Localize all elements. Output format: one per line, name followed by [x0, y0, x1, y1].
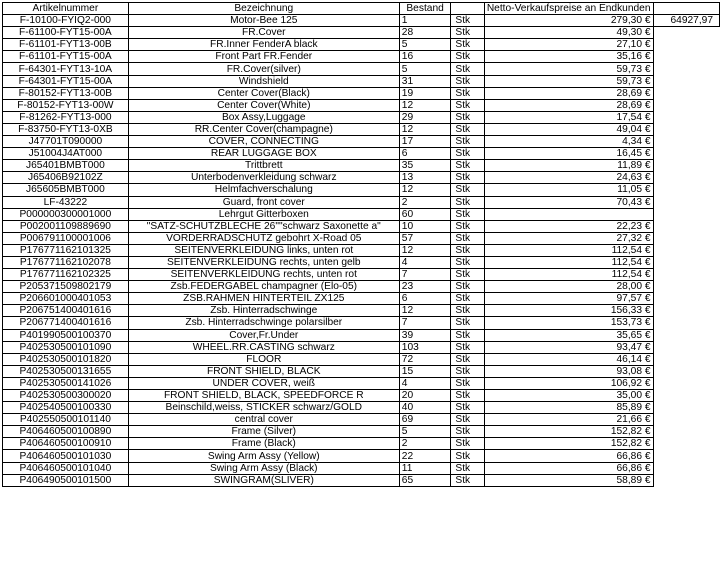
cell-article-number[interactable]: F-80152-FYT13-00B	[3, 87, 129, 99]
table-row	[3, 390, 720, 402]
cell-description[interactable]: Motor-Bee 125	[128, 15, 399, 27]
cell-price[interactable]: 93,08 €	[484, 365, 653, 377]
cell-unit[interactable]: Stk	[451, 365, 484, 377]
cell-article-number[interactable]: J65406B92102Z	[3, 172, 129, 184]
cell-unit[interactable]: Stk	[451, 390, 484, 402]
cell-quantity[interactable]: 12	[399, 99, 451, 111]
cell-extra[interactable]	[653, 256, 720, 268]
table-row	[3, 474, 720, 486]
cell-article-number[interactable]: P006791100001006	[3, 232, 129, 244]
cell-unit[interactable]: Stk	[451, 148, 484, 160]
cell-unit[interactable]: Stk	[451, 305, 484, 317]
cell-extra[interactable]	[653, 51, 720, 63]
cell-unit[interactable]: Stk	[451, 111, 484, 123]
table-row	[3, 220, 720, 232]
cell-price[interactable]: 27,10 €	[484, 39, 653, 51]
cell-extra[interactable]	[653, 27, 720, 39]
table-row	[3, 87, 720, 99]
cell-extra[interactable]	[653, 160, 720, 172]
cell-description[interactable]: ZSB.RAHMEN HINTERTEIL ZX125	[128, 293, 399, 305]
cell-price[interactable]: 21,66 €	[484, 414, 653, 426]
cell-extra[interactable]	[653, 111, 720, 123]
cell-description[interactable]: FR.Cover	[128, 27, 399, 39]
cell-unit[interactable]: Stk	[451, 63, 484, 75]
cell-unit[interactable]: Stk	[451, 51, 484, 63]
cell-description[interactable]: Frame (Silver)	[128, 426, 399, 438]
cell-description[interactable]: SEITENVERKLEIDUNG rechts, unten rot	[128, 269, 399, 281]
cell-price[interactable]: 24,63 €	[484, 172, 653, 184]
cell-unit[interactable]: Stk	[451, 426, 484, 438]
cell-price[interactable]: 58,89 €	[484, 474, 653, 486]
cell-extra[interactable]	[653, 269, 720, 281]
cell-quantity[interactable]: 12	[399, 244, 451, 256]
cell-unit[interactable]: Stk	[451, 27, 484, 39]
cell-price[interactable]: 35,00 €	[484, 390, 653, 402]
cell-price[interactable]: 279,30 €	[484, 15, 653, 27]
cell-description[interactable]: Cover,Fr.Under	[128, 329, 399, 341]
cell-article-number[interactable]: P402530500131655	[3, 365, 129, 377]
cell-description[interactable]: "SATZ-SCHUTZBLECHE 26""schwarz Saxonette a"	[128, 220, 399, 232]
cell-quantity[interactable]: 103	[399, 341, 451, 353]
cell-price[interactable]: 35,65 €	[484, 329, 653, 341]
cell-unit[interactable]: Stk	[451, 317, 484, 329]
cell-price[interactable]: 106,92 €	[484, 377, 653, 389]
cell-unit[interactable]: Stk	[451, 184, 484, 196]
cell-article-number[interactable]: F-64301-FYT13-10A	[3, 63, 129, 75]
cell-unit[interactable]: Stk	[451, 269, 484, 281]
cell-quantity[interactable]: 29	[399, 111, 451, 123]
cell-article-number[interactable]: P206771400401616	[3, 317, 129, 329]
cell-extra[interactable]	[653, 87, 720, 99]
cell-unit[interactable]: Stk	[451, 123, 484, 135]
cell-description[interactable]: Zsb. Hinterradschwinge	[128, 305, 399, 317]
cell-article-number[interactable]: P406460500100890	[3, 426, 129, 438]
cell-description[interactable]: FRONT SHIELD, BLACK	[128, 365, 399, 377]
cell-extra[interactable]	[653, 317, 720, 329]
table-row	[3, 269, 720, 281]
cell-price[interactable]: 112,54 €	[484, 256, 653, 268]
table-row	[3, 39, 720, 51]
table-row	[3, 341, 720, 353]
cell-extra[interactable]	[653, 293, 720, 305]
cell-unit[interactable]: Stk	[451, 39, 484, 51]
cell-price[interactable]: 59,73 €	[484, 75, 653, 87]
cell-price[interactable]	[484, 208, 653, 220]
cell-unit[interactable]: Stk	[451, 474, 484, 486]
cell-quantity[interactable]: 39	[399, 329, 451, 341]
cell-price[interactable]: 97,57 €	[484, 293, 653, 305]
cell-unit[interactable]: Stk	[451, 75, 484, 87]
cell-quantity[interactable]: 6	[399, 293, 451, 305]
cell-unit[interactable]: Stk	[451, 208, 484, 220]
cell-description[interactable]: REAR LUGGAGE BOX	[128, 148, 399, 160]
cell-price[interactable]: 27,32 €	[484, 232, 653, 244]
table-row	[3, 305, 720, 317]
header-code[interactable]: Artikelnummer	[3, 3, 129, 15]
inventory-table	[2, 2, 720, 487]
cell-description[interactable]: Front Part FR.Fender	[128, 51, 399, 63]
cell-unit[interactable]: Stk	[451, 341, 484, 353]
cell-quantity[interactable]: 5	[399, 63, 451, 75]
cell-article-number[interactable]: P205371509802179	[3, 281, 129, 293]
cell-unit[interactable]: Stk	[451, 244, 484, 256]
cell-price[interactable]: 152,82 €	[484, 438, 653, 450]
cell-price[interactable]: 112,54 €	[484, 269, 653, 281]
table-row	[3, 426, 720, 438]
header-description[interactable]: Bezeichnung	[128, 3, 399, 15]
table-row	[3, 184, 720, 196]
cell-unit[interactable]: Stk	[451, 462, 484, 474]
table-row	[3, 365, 720, 377]
cell-description[interactable]: FR.Inner FenderA black	[128, 39, 399, 51]
cell-extra[interactable]	[653, 414, 720, 426]
cell-unit[interactable]: Stk	[451, 172, 484, 184]
cell-quantity[interactable]: 4	[399, 256, 451, 268]
cell-quantity[interactable]: 69	[399, 414, 451, 426]
cell-extra[interactable]	[653, 39, 720, 51]
cell-article-number[interactable]: P000000300001000	[3, 208, 129, 220]
cell-quantity[interactable]: 7	[399, 317, 451, 329]
table-row	[3, 196, 720, 208]
cell-price[interactable]: 22,23 €	[484, 220, 653, 232]
cell-price[interactable]: 70,43 €	[484, 196, 653, 208]
cell-extra[interactable]	[653, 390, 720, 402]
table-row	[3, 462, 720, 474]
cell-extra[interactable]	[653, 281, 720, 293]
cell-unit[interactable]: Stk	[451, 15, 484, 27]
cell-article-number[interactable]: F-61101-FYT15-00A	[3, 51, 129, 63]
table-row	[3, 293, 720, 305]
cell-quantity[interactable]: 7	[399, 269, 451, 281]
cell-extra[interactable]	[653, 438, 720, 450]
cell-extra[interactable]	[653, 244, 720, 256]
table-row	[3, 232, 720, 244]
cell-quantity[interactable]: 57	[399, 232, 451, 244]
cell-article-number[interactable]: P401990500100370	[3, 329, 129, 341]
cell-description[interactable]: Zsb. Hinterradschwinge polarsilber	[128, 317, 399, 329]
cell-description[interactable]: Swing Arm Assy (Yellow)	[128, 450, 399, 462]
cell-unit[interactable]: Stk	[451, 281, 484, 293]
cell-extra[interactable]	[653, 377, 720, 389]
cell-unit[interactable]: Stk	[451, 329, 484, 341]
table-row	[3, 99, 720, 111]
cell-quantity[interactable]: 35	[399, 160, 451, 172]
table-row	[3, 111, 720, 123]
table-row	[3, 51, 720, 63]
cell-extra[interactable]	[653, 184, 720, 196]
cell-unit[interactable]: Stk	[451, 256, 484, 268]
cell-unit[interactable]: Stk	[451, 136, 484, 148]
cell-quantity[interactable]: 17	[399, 136, 451, 148]
cell-article-number[interactable]: P406460500101040	[3, 462, 129, 474]
cell-description[interactable]: Center Cover(White)	[128, 99, 399, 111]
cell-price[interactable]: 49,30 €	[484, 27, 653, 39]
cell-article-number[interactable]: J65401BMBT000	[3, 160, 129, 172]
cell-article-number[interactable]: P002001109889690	[3, 220, 129, 232]
cell-extra[interactable]	[653, 136, 720, 148]
cell-unit[interactable]: Stk	[451, 232, 484, 244]
table-row	[3, 27, 720, 39]
cell-article-number[interactable]: J65605BMBT000	[3, 184, 129, 196]
cell-extra[interactable]	[653, 123, 720, 135]
cell-quantity[interactable]: 15	[399, 365, 451, 377]
table-row	[3, 317, 720, 329]
cell-price[interactable]: 11,89 €	[484, 160, 653, 172]
cell-quantity[interactable]: 4	[399, 377, 451, 389]
cell-description[interactable]: Zsb.FEDERGABEL champagner (Elo-05)	[128, 281, 399, 293]
cell-quantity[interactable]: 60	[399, 208, 451, 220]
cell-price[interactable]: 66,86 €	[484, 462, 653, 474]
cell-unit[interactable]: Stk	[451, 353, 484, 365]
cell-quantity[interactable]: 6	[399, 148, 451, 160]
cell-extra[interactable]	[653, 196, 720, 208]
cell-description[interactable]: VORDERRADSCHUTZ gebohrt X-Road 05	[128, 232, 399, 244]
cell-article-number[interactable]: P406460500100910	[3, 438, 129, 450]
cell-article-number[interactable]: P402530500300020	[3, 390, 129, 402]
cell-article-number[interactable]: P176771162102078	[3, 256, 129, 268]
cell-extra[interactable]	[653, 474, 720, 486]
cell-price[interactable]: 49,04 €	[484, 123, 653, 135]
table-row	[3, 450, 720, 462]
cell-article-number[interactable]: P402540500100330	[3, 402, 129, 414]
cell-article-number[interactable]: P402550500101140	[3, 414, 129, 426]
cell-price[interactable]: 153,73 €	[484, 317, 653, 329]
cell-quantity[interactable]: 28	[399, 27, 451, 39]
cell-price[interactable]: 152,82 €	[484, 426, 653, 438]
cell-unit[interactable]: Stk	[451, 220, 484, 232]
cell-description[interactable]: Guard, front cover	[128, 196, 399, 208]
header-row	[3, 3, 720, 15]
cell-description[interactable]: SEITENVERKLEIDUNG links, unten rot	[128, 244, 399, 256]
cell-unit[interactable]: Stk	[451, 87, 484, 99]
table-row	[3, 353, 720, 365]
cell-article-number[interactable]: J51004J4AT000	[3, 148, 129, 160]
cell-extra[interactable]	[653, 148, 720, 160]
cell-price[interactable]: 4,34 €	[484, 136, 653, 148]
cell-description[interactable]: Box Assy,Luggage	[128, 111, 399, 123]
cell-extra[interactable]	[653, 426, 720, 438]
cell-quantity[interactable]: 11	[399, 462, 451, 474]
table-row	[3, 281, 720, 293]
cell-description[interactable]: central cover	[128, 414, 399, 426]
cell-extra[interactable]	[653, 450, 720, 462]
cell-extra[interactable]	[653, 341, 720, 353]
cell-unit[interactable]: Stk	[451, 438, 484, 450]
cell-unit[interactable]: Stk	[451, 414, 484, 426]
header-extra[interactable]	[653, 3, 720, 15]
cell-article-number[interactable]: F-61101-FYT13-00B	[3, 39, 129, 51]
cell-article-number[interactable]: P402530500141026	[3, 377, 129, 389]
cell-quantity[interactable]: 1	[399, 15, 451, 27]
cell-quantity[interactable]: 5	[399, 426, 451, 438]
cell-price[interactable]: 93,47 €	[484, 341, 653, 353]
cell-article-number[interactable]: F-83750-FYT13-0XB	[3, 123, 129, 135]
cell-quantity[interactable]: 23	[399, 281, 451, 293]
cell-description[interactable]: Lehrgut Gitterboxen	[128, 208, 399, 220]
cell-description[interactable]: Center Cover(Black)	[128, 87, 399, 99]
cell-article-number[interactable]: J47701T090000	[3, 136, 129, 148]
cell-article-number[interactable]: F-10100-FYIQ2-000	[3, 15, 129, 27]
cell-price[interactable]: 85,89 €	[484, 402, 653, 414]
cell-extra[interactable]	[653, 220, 720, 232]
table-row	[3, 160, 720, 172]
table-row	[3, 208, 720, 220]
cell-description[interactable]: Beinschild,weiss, STICKER schwarz/GOLD	[128, 402, 399, 414]
cell-extra[interactable]	[653, 208, 720, 220]
cell-price[interactable]: 66,86 €	[484, 450, 653, 462]
cell-quantity[interactable]: 12	[399, 123, 451, 135]
cell-price[interactable]: 11,05 €	[484, 184, 653, 196]
cell-unit[interactable]: Stk	[451, 450, 484, 462]
cell-extra[interactable]	[653, 365, 720, 377]
cell-description[interactable]: RR.Center Cover(champagne)	[128, 123, 399, 135]
header-unit[interactable]	[451, 3, 484, 15]
table-row	[3, 256, 720, 268]
cell-unit[interactable]: Stk	[451, 99, 484, 111]
table-row	[3, 244, 720, 256]
cell-article-number[interactable]: P206751400401616	[3, 305, 129, 317]
cell-description[interactable]: Helmfachverschalung	[128, 184, 399, 196]
cell-unit[interactable]: Stk	[451, 293, 484, 305]
cell-quantity[interactable]: 72	[399, 353, 451, 365]
cell-quantity[interactable]: 40	[399, 402, 451, 414]
cell-price[interactable]: 35,16 €	[484, 51, 653, 63]
cell-article-number[interactable]: F-80152-FYT13-00W	[3, 99, 129, 111]
cell-price[interactable]: 28,69 €	[484, 87, 653, 99]
cell-description[interactable]: Windshield	[128, 75, 399, 87]
cell-quantity[interactable]: 22	[399, 450, 451, 462]
cell-description[interactable]: COVER, CONNECTING	[128, 136, 399, 148]
table-row	[3, 377, 720, 389]
cell-article-number[interactable]: P176771162102325	[3, 269, 129, 281]
table-row	[3, 438, 720, 450]
cell-price[interactable]: 28,69 €	[484, 99, 653, 111]
cell-quantity[interactable]: 12	[399, 184, 451, 196]
cell-unit[interactable]: Stk	[451, 160, 484, 172]
cell-article-number[interactable]: P176771162101325	[3, 244, 129, 256]
cell-description[interactable]: UNDER COVER, weiß	[128, 377, 399, 389]
cell-extra[interactable]: 64927,97	[653, 15, 720, 27]
table-row	[3, 148, 720, 160]
table-row	[3, 402, 720, 414]
cell-extra[interactable]	[653, 75, 720, 87]
cell-description[interactable]: WHEEL.RR.CASTING schwarz	[128, 341, 399, 353]
cell-article-number[interactable]: P406490500101500	[3, 474, 129, 486]
cell-price[interactable]: 156,33 €	[484, 305, 653, 317]
header-price[interactable]: Netto-Verkaufspreise an Endkunden	[484, 3, 653, 15]
cell-price[interactable]: 16,45 €	[484, 148, 653, 160]
cell-article-number[interactable]: F-61100-FYT15-00A	[3, 27, 129, 39]
cell-extra[interactable]	[653, 353, 720, 365]
cell-article-number[interactable]: P406460500101030	[3, 450, 129, 462]
cell-extra[interactable]	[653, 172, 720, 184]
cell-extra[interactable]	[653, 329, 720, 341]
cell-quantity[interactable]: 31	[399, 75, 451, 87]
cell-description[interactable]: Swing Arm Assy (Black)	[128, 462, 399, 474]
cell-extra[interactable]	[653, 305, 720, 317]
cell-description[interactable]: FR.Cover(silver)	[128, 63, 399, 75]
cell-quantity[interactable]: 20	[399, 390, 451, 402]
cell-quantity[interactable]: 19	[399, 87, 451, 99]
cell-article-number[interactable]: F-81262-FYT13-000	[3, 111, 129, 123]
cell-quantity[interactable]: 5	[399, 39, 451, 51]
cell-article-number[interactable]: P402530500101820	[3, 353, 129, 365]
table-row	[3, 123, 720, 135]
cell-extra[interactable]	[653, 232, 720, 244]
table-row	[3, 15, 720, 27]
cell-quantity[interactable]: 12	[399, 305, 451, 317]
cell-article-number[interactable]: F-64301-FYT15-00A	[3, 75, 129, 87]
cell-description[interactable]: Trittbrett	[128, 160, 399, 172]
cell-quantity[interactable]: 65	[399, 474, 451, 486]
cell-extra[interactable]	[653, 99, 720, 111]
cell-description[interactable]: Unterbodenverkleidung schwarz	[128, 172, 399, 184]
table-row	[3, 172, 720, 184]
cell-description[interactable]: FLOOR	[128, 353, 399, 365]
table-row	[3, 75, 720, 87]
cell-extra[interactable]	[653, 402, 720, 414]
cell-description[interactable]: FRONT SHIELD, BLACK, SPEEDFORCE R	[128, 390, 399, 402]
cell-price[interactable]: 17,54 €	[484, 111, 653, 123]
cell-article-number[interactable]: P402530500101090	[3, 341, 129, 353]
cell-price[interactable]: 28,00 €	[484, 281, 653, 293]
table-row	[3, 136, 720, 148]
table-row	[3, 414, 720, 426]
cell-price[interactable]: 46,14 €	[484, 353, 653, 365]
cell-description[interactable]: Frame (Black)	[128, 438, 399, 450]
cell-quantity[interactable]: 2	[399, 438, 451, 450]
cell-extra[interactable]	[653, 462, 720, 474]
table-body	[3, 15, 720, 487]
cell-article-number[interactable]: LF-43222	[3, 196, 129, 208]
cell-quantity[interactable]: 16	[399, 51, 451, 63]
cell-unit[interactable]: Stk	[451, 377, 484, 389]
cell-description[interactable]: SWINGRAM(SLIVER)	[128, 474, 399, 486]
cell-quantity[interactable]: 10	[399, 220, 451, 232]
cell-unit[interactable]: Stk	[451, 196, 484, 208]
cell-extra[interactable]	[653, 63, 720, 75]
table-row	[3, 63, 720, 75]
cell-price[interactable]: 112,54 €	[484, 244, 653, 256]
header-quantity[interactable]: Bestand	[399, 3, 451, 15]
cell-price[interactable]: 59,73 €	[484, 63, 653, 75]
cell-quantity[interactable]: 13	[399, 172, 451, 184]
cell-description[interactable]: SEITENVERKLEIDUNG rechts, unten gelb	[128, 256, 399, 268]
cell-article-number[interactable]: P206601000401053	[3, 293, 129, 305]
cell-quantity[interactable]: 2	[399, 196, 451, 208]
cell-unit[interactable]: Stk	[451, 402, 484, 414]
table-row	[3, 329, 720, 341]
